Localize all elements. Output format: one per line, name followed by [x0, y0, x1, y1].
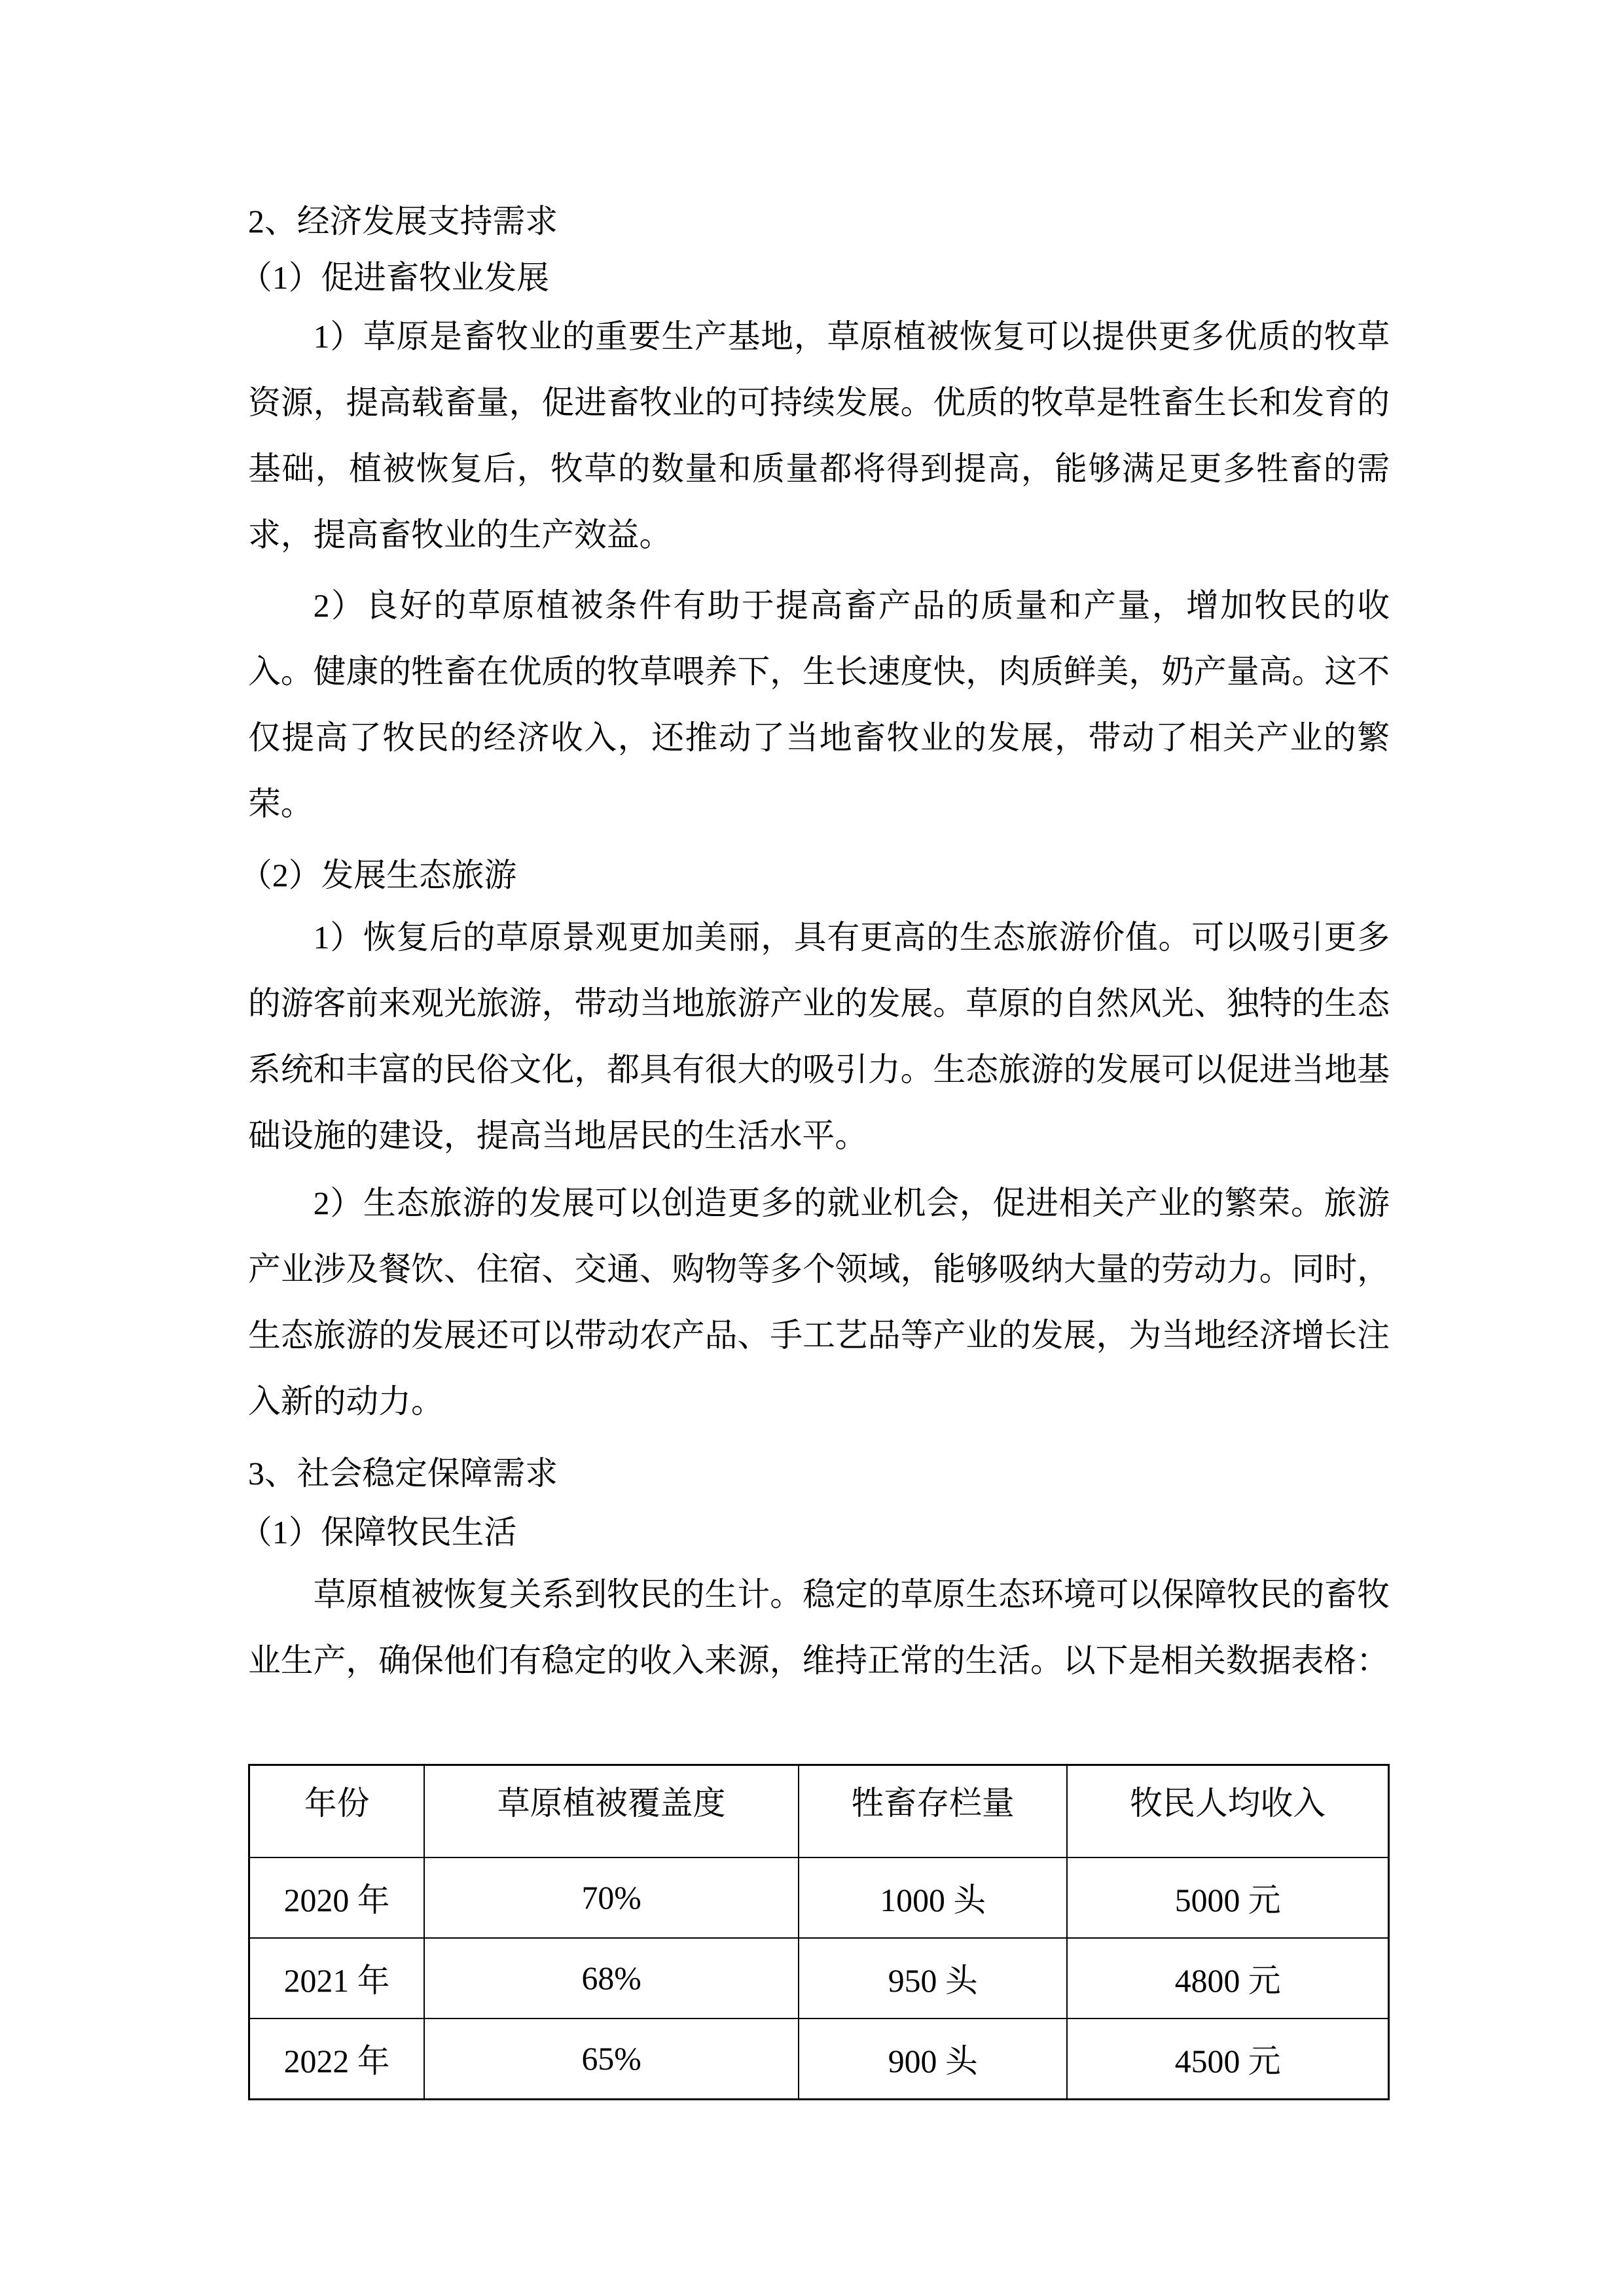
table-header-row	[249, 1765, 1389, 1858]
header-year: 年份	[249, 1765, 425, 1858]
header-coverage: 草原植被覆盖度	[424, 1765, 799, 1858]
cell-coverage: 65%	[424, 2018, 799, 2100]
table-row	[249, 1938, 1389, 2018]
data-table	[248, 1764, 1390, 2100]
paragraph: 1）恢复后的草原景观更加美丽，具有更高的生态旅游价值。可以吸引更多的游客前来观光旅游，带动当地旅游产业的发展。草原的自然风光、独特的生态系统和丰富的民俗文化，都具有很大的吸引力。生态旅游的发展可以促进当地基础设施的建设，提高当地居民的生活水平。	[248, 920, 1390, 1154]
subsection-heading-herder-life: （1）保障牧民生活	[240, 1515, 517, 1551]
header-livestock: 牲畜存栏量	[799, 1765, 1067, 1858]
cell-livestock: 1000 头	[799, 1857, 1067, 1938]
cell-year: 2021 年	[249, 1938, 425, 2018]
cell-income: 5000 元	[1067, 1857, 1388, 1938]
subsection-heading-tourism: （2）发展生态旅游	[240, 857, 517, 893]
cell-year: 2020 年	[249, 1857, 425, 1938]
cell-income: 4800 元	[1067, 1938, 1388, 2018]
header-income: 牧民人均收入	[1067, 1765, 1388, 1858]
table-row	[249, 1857, 1389, 1938]
cell-coverage: 68%	[424, 1938, 799, 2018]
cell-coverage: 70%	[424, 1857, 799, 1938]
cell-livestock: 900 头	[799, 2018, 1067, 2100]
paragraph: 草原植被恢复关系到牧民的生计。稳定的草原生态环境可以保障牧民的畜牧业生产，确保他们有稳定的收入来源，维持正常的生活。以下是相关数据表格：	[248, 1577, 1390, 1679]
paragraph: 2）良好的草原植被条件有助于提高畜产品的质量和产量，增加牧民的收入。健康的牲畜在优质的牧草喂养下，生长速度快，肉质鲜美，奶产量高。这不仅提高了牧民的经济收入，还推动了当地畜牧业的发展，带动了相关产业的繁荣。	[248, 588, 1390, 822]
section-heading-social: 3、社会稳定保障需求	[248, 1456, 558, 1492]
paragraph: 1）草原是畜牧业的重要生产基地，草原植被恢复可以提供更多优质的牧草资源，提高载畜量，促进畜牧业的可持续发展。优质的牧草是牲畜生长和发育的基础，植被恢复后，牧草的数量和质量都将得到提高，能够满足更多牲畜的需求，提高畜牧业的生产效益。	[248, 319, 1390, 553]
table-row	[249, 2018, 1389, 2100]
cell-livestock: 950 头	[799, 1938, 1067, 2018]
paragraph: 2）生态旅游的发展可以创造更多的就业机会，促进相关产业的繁荣。旅游产业涉及餐饮、住宿、交通、购物等多个领域，能够吸纳大量的劳动力。同时，生态旅游的发展还可以带动农产品、手工艺品等产业的发展，为当地经济增长注入新的动力。	[248, 1185, 1390, 1420]
cell-income: 4500 元	[1067, 2018, 1388, 2100]
section-heading-economic: 2、经济发展支持需求	[248, 204, 558, 240]
subsection-heading-livestock: （1）促进畜牧业发展	[240, 260, 550, 296]
cell-year: 2022 年	[249, 2018, 425, 2100]
